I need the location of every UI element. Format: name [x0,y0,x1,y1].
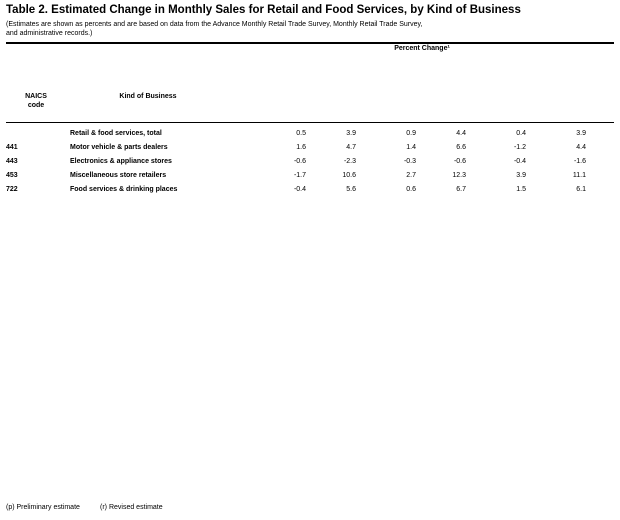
value-cell: -0.4 [293,186,306,193]
value-cell: 5.6 [346,186,356,193]
value-cell: 4.4 [576,144,586,151]
business-label: Retail & food services, total [70,130,162,137]
naics-code: 722 [6,186,18,193]
business-label: Food services & drinking places [70,186,178,193]
legend-preliminary: (p) Preliminary estimate [6,504,80,511]
business-label: Miscellaneous store retailers [70,172,167,179]
value-cell: 1.6 [296,144,306,151]
value-cell: 6.6 [456,144,466,151]
value-cell: -0.6 [293,158,306,165]
value-cell: 6.7 [456,186,466,193]
value-cell: 0.9 [406,130,416,137]
value-cell: 10.6 [342,172,356,179]
legend-revised: (r) Revised estimate [100,504,163,511]
value-cell: 3.9 [576,130,586,137]
value-cell: 1.4 [406,144,416,151]
value-cell: 0.5 [296,130,306,137]
table-note: (Estimates are shown as percents and are based on data from the Advance Monthly Retail Trade Survey, Monthly Retail Trade Survey, and administrative records.) [6,21,423,37]
naics-code: 443 [6,158,18,165]
value-cell: -0.6 [453,158,466,165]
header-bottom-rule [6,122,614,123]
value-cell: 0.4 [516,130,526,137]
percent-change-header: Percent Change¹ [394,45,450,52]
naics-header: NAICS code [25,93,47,109]
value-cell: -0.3 [403,158,416,165]
value-cell: -1.2 [513,144,526,151]
kind-header: Kind of Business [119,93,177,100]
table-title: Table 2. Estimated Change in Monthly Sales for Retail and Food Services, by Kind of Business [6,4,521,16]
business-label: Electronics & appliance stores [70,158,172,165]
value-cell: 4.7 [346,144,356,151]
business-label: Motor vehicle & parts dealers [70,144,168,151]
value-cell: 3.9 [516,172,526,179]
value-cell: -0.4 [513,158,526,165]
naics-code: 453 [6,172,18,179]
value-cell: 3.9 [346,130,356,137]
naics-code: 441 [6,144,18,151]
value-cell: -1.6 [573,158,586,165]
value-cell: 4.4 [456,130,466,137]
value-cell: 2.7 [406,172,416,179]
value-cell: 12.3 [452,172,466,179]
value-cell: 1.5 [516,186,526,193]
value-cell: -1.7 [293,172,306,179]
value-cell: -2.3 [343,158,356,165]
value-cell: 6.1 [576,186,586,193]
value-cell: 11.1 [572,172,586,179]
value-cell: 0.6 [406,186,416,193]
